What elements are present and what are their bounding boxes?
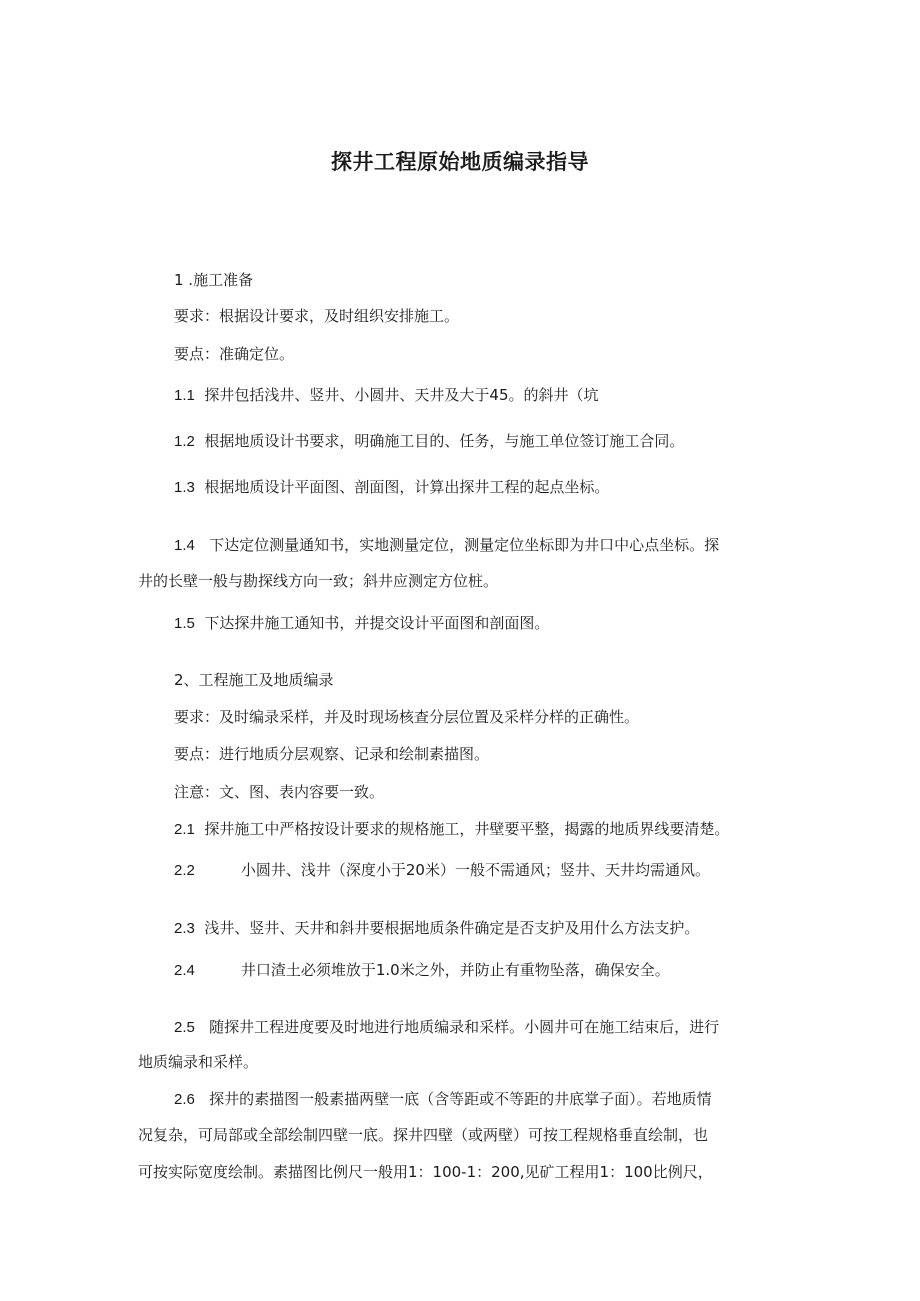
- item-text: 下达探井施工通知书，并提交设计平面图和剖面图。: [204, 614, 550, 632]
- item-number: 2.2: [174, 862, 195, 879]
- list-item: [174, 860, 710, 881]
- list-item: [174, 613, 549, 634]
- item-text: 探井的素描图一般素描两壁一底（含等距或不等距的井底掌子面）。若地质情: [209, 1090, 712, 1108]
- item-number: 2.6: [174, 1091, 195, 1108]
- item-number: 1.5: [174, 615, 195, 632]
- item-text: 探井施工中严格按设计要求的规格施工，井壁要平整，揭露的地质界线要清楚。: [204, 820, 730, 838]
- item-text: 小圆井、浅井（深度小于20米）一般不需通风；竖井、天井均需通风。: [240, 861, 710, 879]
- item-text: 下达定位测量通知书，实地测量定位，测量定位坐标即为井口中心点坐标。探: [209, 536, 720, 554]
- item-text: 浅井、竖井、天井和斜井要根据地质条件确定是否支护及用什么方法支护。: [204, 919, 700, 937]
- list-item: [174, 431, 684, 452]
- item-number: 2.5: [174, 1019, 195, 1036]
- item-number: 2.3: [174, 920, 195, 937]
- item-text: 根据地质设计平面图、剖面图，计算出探井工程的起点坐标。: [204, 478, 610, 496]
- list-item-continuation: 况复杂，可局部或全部绘制四壁一底。探井四壁（或两壁）可按工程规格垂直绘制，也: [138, 1126, 709, 1144]
- section-2-requirement: 要求：及时编录采样，并及时现场核查分层位置及采样分样的正确性。: [174, 708, 640, 726]
- item-number: 1.4: [174, 537, 195, 554]
- item-number: 1.1: [174, 387, 195, 404]
- item-number: 1.2: [174, 433, 195, 450]
- section-1-keypoint: 要点：准确定位。: [174, 345, 295, 363]
- list-item-continuation: 可按实际宽度绘制。素描图比例尺一般用1：100-1：200,见矿工程用1：100比例尺，: [138, 1163, 713, 1181]
- section-2-note: 注意：文、图、表内容要一致。: [174, 783, 385, 801]
- item-text: 井口渣土必须堆放于1.0米之外，并防止有重物坠落，确保安全。: [240, 961, 670, 979]
- list-item: [174, 1017, 719, 1038]
- list-item: [174, 918, 699, 939]
- item-number: 2.1: [174, 821, 195, 838]
- list-item: [174, 535, 719, 556]
- item-number: 1.3: [174, 479, 195, 496]
- section-2-heading: 2、工程施工及地质编录: [174, 671, 334, 689]
- page-title: 探井工程原始地质编录指导: [331, 150, 589, 174]
- section-1-requirement: 要求：根据设计要求，及时组织安排施工。: [174, 307, 460, 325]
- section-2-keypoint: 要点：进行地质分层观察、记录和绘制素描图。: [174, 745, 490, 763]
- item-text: 根据地质设计书要求，明确施工目的、任务，与施工单位签订施工合同。: [204, 432, 685, 450]
- list-item: [174, 819, 729, 840]
- list-item: [174, 960, 670, 981]
- list-item: [174, 385, 599, 406]
- item-number: 2.4: [174, 962, 195, 979]
- list-item: [174, 1089, 712, 1110]
- item-text: 随探井工程进度要及时地进行地质编录和采样。小圆井可在施工结束后，进行: [209, 1018, 720, 1036]
- item-text: 探井包括浅井、竖井、小圆井、天井及大于45。的斜井（坑: [204, 386, 599, 404]
- section-1-heading: 1 .施工准备: [174, 271, 254, 289]
- list-item-continuation: 井的长壁一般与勘探线方向一致；斜井应测定方位桩。: [138, 572, 499, 590]
- list-item: [174, 477, 609, 498]
- list-item-continuation: 地质编录和采样。: [138, 1053, 259, 1071]
